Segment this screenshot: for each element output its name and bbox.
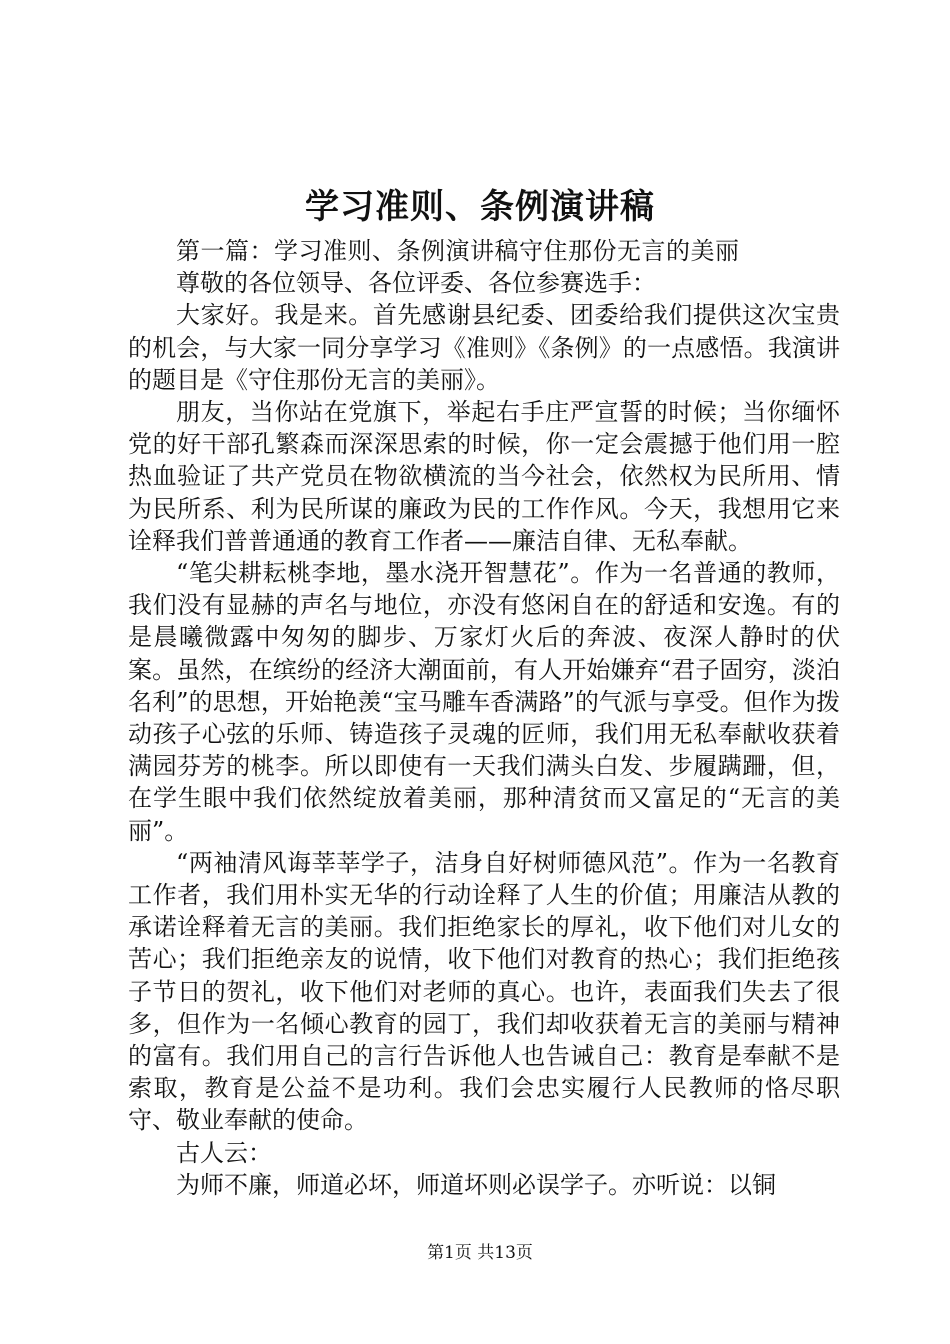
paragraph-salutation: 尊敬的各位领导、各位评委、各位参赛选手： <box>176 269 656 298</box>
paragraph: “笔尖耕耘桃李地，墨水浇开智慧花”。作为一名普通的教师，我们没有显赫的声名与地位，亦没有悠闲自在的舒适和安逸。有的是晨曦微露中匆匆的脚步、万家灯火后的奔波、夜深人静时的伏案。虽然，在缤纷的经济大潮面前，有人开始嫌弃“君子固穷，淡泊名利”的思想，开始艳羡“宝马雕车香满路”的气派与享受。但作为拨动孩子心弦的乐师、铸造孩子灵魂的匠师，我们用无私奉献收获着满园芬芳的桃李。所以即使有一天我们满头白发、步履蹒跚，但，在学生眼中我们依然绽放着美丽，那种清贫而又富足的“无言的美丽”。 <box>128 559 840 845</box>
paragraph: 大家好。我是来。首先感谢县纪委、团委给我们提供这次宝贵的机会，与大家一同分享学习《准则》《条例》的一点感悟。我演讲的题目是《守住那份无言的美丽》。 <box>128 301 840 394</box>
paragraph: “两袖清风诲莘莘学子，洁身自好树师德风范”。作为一名教育工作者，我们用朴实无华的行动诠释了人生的价值；用廉洁从教的承诺诠释着无言的美丽。我们拒绝家长的厚礼，收下他们对儿女的苦心；我们拒绝亲友的说情，收下他们对教育的热心；我们拒绝孩子节日的贺礼，收下他们对老师的真心。也许，表面我们失去了很多，但作为一名倾心教育的园丁，我们却收获着无言的美丽与精神的富有。我们用自己的言行告诉他人也告诫自己：教育是奉献不是索取，教育是公益不是功利。我们会忠实履行人民教师的恪尽职守、敬业奉献的使命。 <box>128 848 840 1135</box>
document-title: 学习准则、条例演讲稿 <box>305 187 655 227</box>
paragraph: 朋友，当你站在党旗下，举起右手庄严宣誓的时候；当你缅怀党的好干部孔繁森而深深思索的时候，你一定会震撼于他们用一腔热血验证了共产党员在物欲横流的当今社会，依然权为民所用、情为民所系、利为民所谋的廉政为民的工作作风。今天，我想用它来诠释我们普普通通的教育工作者——廉洁自律、无私奉献。 <box>128 398 840 555</box>
page-footer: 第1页 共13页 <box>427 1243 533 1263</box>
document-body <box>128 235 840 1201</box>
paragraph: 为师不廉，师道必坏，师道坏则必误学子。亦听说：以铜 <box>176 1170 776 1199</box>
paragraph-heading: 第一篇：学习准则、条例演讲稿守住那份无言的美丽 <box>176 237 740 265</box>
paragraph: 古人云： <box>176 1138 272 1167</box>
